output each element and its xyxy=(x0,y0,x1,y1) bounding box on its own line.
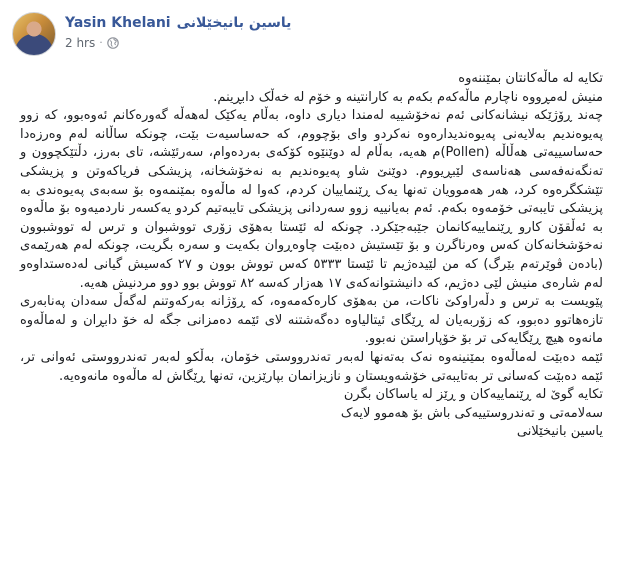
author-name-kurdish[interactable]: یاسین بانیخێلانی xyxy=(176,15,292,31)
author-name-latin[interactable]: Yasin Khelani xyxy=(65,15,171,31)
meta-separator: · xyxy=(99,36,103,49)
globe-icon[interactable] xyxy=(107,37,119,49)
post-paragraph: تکایە لە ماڵەکانتان بمێننەوە xyxy=(458,71,603,86)
post-timestamp[interactable]: 2 hrs xyxy=(65,36,96,50)
post-paragraph: منیش لەمڕووە ناچارم ماڵەکەم بکەم بە کارانتینە و خۆم لە خەڵک دابڕینم. xyxy=(213,89,603,105)
post-paragraph: چەند ڕۆژێکە نیشانەکانی ئەم نەخۆشییە لەمندا دیاری داوە، بەڵام یەکێک لەهەڵە گەورەکانم ئەوەبوو، کە زوو پەیوەندیم بەلایەنی پەیوەندیدارەوە نەکردو وای بۆچووم، کە حەساسیەت بێت، چونکە ساڵانە لەم وەرزەدا حەساسییەتی هەڵاڵە (Pollen)م هەیە، بەڵام لە دوێنێوە کۆکەی بەردەوام، سەرئێشە، تای بەرز، دڵتێکچوون و تەنگەنەفەسی هەناسەی لێبڕیووم. دوێنێ شاو پەیوەندیم بە نەخۆشخانە، پزیشکی فریاکەوتن و پزیشکی تێشکگرەوە کرد، هەر هەموویان تەنها یەک ڕێنماییان کردم، کەوا لە ماڵەوە بمێنمەوە بۆ سەبەی پەیوەندی بە پزیشکی تایبەتی خۆمەوە بکەم. ئەم بەیانییە زوو سەردانی پزیشکی تایبەتیم کردو یەکسەر ناردمیەوە بۆ ماڵەوە بە ئەڵقۆن کارو ڕێنماییەکانمان جێبەجێکرد. چونکە لە ئێستا بەهۆی زۆری تووشبوان و ترس لە تووشبوون نەخۆشخانەکان کەس وەرناگرن و بۆ تێستیش دەبێت چاوەڕوان بکەیت و سەرە بگریت، چونکە لەم هەرێمەی (بادەن ڤوێرتەم بێرگ) کە من لێیدەژیم تا ئێستا ٥٣٣٣ کەس تووش بوون و ٢٧ کەسیش گیانی لەدەستداوەو لەم شارەی منیش لێی دەژیم، کە دانیشتوانەکەی ١٧ هەزار کەسە ٨٢ تووش بوو دوو مردنیش هەیە. xyxy=(20,108,604,291)
post-header xyxy=(12,12,607,70)
post-paragraph: سەلامەتی و تەندروستییەکی باش بۆ هەموو لایەک xyxy=(340,405,603,421)
author-name[interactable] xyxy=(65,14,291,32)
author-avatar[interactable] xyxy=(12,12,56,56)
post-meta xyxy=(65,12,291,51)
post-paragraph: پێویست بە ترس و دڵەراوکێ ناکات، من بەهۆی کارەکەمەوە، کە ڕۆژانە بەرکەوتنم لەگەڵ سەدان پەنابەری تازەهاتوو دەبوو، کە زۆربەیان لە ڕێگای ئیتالیاوە دەگەشتنە لای ئێمە دەمزانی جگە لە خۆ دابڕان و لەماڵەوە مانەوە هیچ ڕێگایەکی تر بۆ خۆپاراستن نەبوو. xyxy=(20,294,603,347)
post-paragraph: ئێمە دەبێت لەماڵەوە بمێنینەوە نەک بەتەنها لەبەر تەندرووستی خۆمان، بەڵکو لەبەر تەندرووستی ئەوانی تر، ئێمە دەبێت کەسانی تر بەتایبەتی خۆشەویستان و نازیزانمان بپارێزین، تەنها ڕێگاش لە ماڵەوە مانەوەیە. xyxy=(20,349,603,384)
post-body xyxy=(12,70,607,442)
post-paragraph: تکایە گوێ لە ڕێنماییەکان و ڕێز لە یاساکان بگرن xyxy=(343,387,603,403)
post-time-row xyxy=(65,35,291,51)
post-signature: یاسین بانیخێلانی xyxy=(516,424,603,440)
